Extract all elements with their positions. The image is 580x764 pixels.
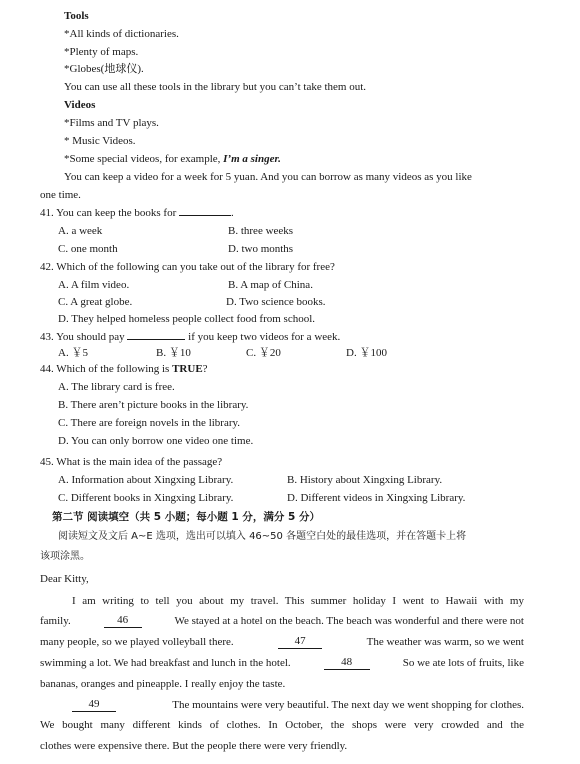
question-44-stem bbox=[40, 362, 208, 376]
letter-p1-line2-start: family. bbox=[40, 615, 71, 627]
question-44-option-a: A. The library card is free. bbox=[58, 381, 175, 393]
question-41-option-d: D. two months bbox=[228, 243, 294, 255]
question-43-option-a: A. ￥5 bbox=[58, 347, 88, 359]
question-43-option-c: C. ￥20 bbox=[246, 347, 281, 359]
tools-item-maps: *Plenty of maps. bbox=[64, 46, 139, 58]
question-41-suffix: . bbox=[231, 207, 234, 219]
letter-p1-line3-start: many people, so we played volleyball there. bbox=[40, 636, 234, 648]
videos-heading: Videos bbox=[64, 99, 96, 111]
question-43-suffix: if you keep two videos for a week. bbox=[185, 331, 341, 343]
question-42-option-d: D. Two science books. bbox=[226, 296, 326, 308]
question-43-stem bbox=[40, 330, 340, 344]
question-43-option-d: D. ￥100 bbox=[346, 347, 387, 359]
letter-p2-line1-end: The mountains were very beautiful. The next day we went shopping for clothes. bbox=[172, 699, 524, 711]
letter-p1-line5: bananas, oranges and pineapple. I really enjoy the taste. bbox=[40, 678, 286, 690]
tools-note: You can use all these tools in the library but you can’t take them out. bbox=[64, 81, 367, 93]
question-41-option-b: B. three weeks bbox=[228, 225, 294, 237]
question-43-blank bbox=[127, 339, 185, 340]
question-41-stem bbox=[40, 206, 234, 220]
tools-item-dictionaries: *All kinds of dictionaries. bbox=[64, 28, 179, 40]
question-44-option-d: D. You can only borrow one video one time. bbox=[58, 435, 254, 447]
letter-p1-line2 bbox=[40, 614, 524, 628]
letter-p2-line1 bbox=[72, 698, 524, 712]
question-44-prefix: 44. Which of the following is bbox=[40, 363, 173, 375]
question-42-option-b: B. A map of China. bbox=[228, 279, 313, 291]
question-41-option-a: A. a week bbox=[58, 225, 103, 237]
letter-p1-line4-start: swimming a lot. We had breakfast and lunch in the hotel. bbox=[40, 657, 291, 669]
videos-item-films: *Films and TV plays. bbox=[64, 117, 159, 129]
question-45-option-b: B. History about Xingxing Library. bbox=[287, 474, 443, 486]
letter-p1-line3-end: The weather was warm, so we went bbox=[366, 636, 524, 648]
videos-special-prefix: *Some special videos, for example, bbox=[64, 153, 224, 165]
question-43-option-b: B. ￥10 bbox=[156, 347, 191, 359]
section-2-instructions-line1: 阅读短文及文后 A~E 选项，选出可以填入 46~50 各题空白处的最佳选项，并在答题卡上将 bbox=[58, 531, 467, 542]
question-45-option-d: D. Different videos in Xingxing Library. bbox=[287, 492, 466, 504]
question-41-prefix: 41. You can keep the books for bbox=[40, 207, 180, 219]
videos-note-line2: one time. bbox=[40, 189, 81, 201]
tools-item-globes: *Globes(地球仪). bbox=[64, 63, 144, 75]
question-42-option-a: A. A film video. bbox=[58, 279, 130, 291]
question-42-option-d2: D. They helped homeless people collect food from school. bbox=[58, 313, 316, 325]
letter-p2-line3: clothes were expensive there. But the people there were very friendly. bbox=[40, 740, 348, 752]
videos-special-title: I’m a singer. bbox=[223, 153, 281, 165]
blank-48: 48 bbox=[324, 656, 370, 670]
letter-p1-line2-end: We stayed at a hotel on the beach. The beach was wonderful and there were not bbox=[174, 615, 524, 627]
videos-note-line1: You can keep a video for a week for 5 yuan. And you can borrow as many videos as you like bbox=[64, 171, 472, 183]
blank-47: 47 bbox=[278, 635, 322, 649]
letter-p1-line3 bbox=[40, 635, 524, 649]
question-44-option-b: B. There aren’t picture books in the library. bbox=[58, 399, 249, 411]
question-42-stem: 42. Which of the following can you take out of the library for free? bbox=[40, 261, 335, 273]
question-45-option-c: C. Different books in Xingxing Library. bbox=[58, 492, 234, 504]
question-41-blank bbox=[179, 215, 231, 216]
videos-item-music: * Music Videos. bbox=[64, 135, 136, 147]
question-45-option-a: A. Information about Xingxing Library. bbox=[58, 474, 234, 486]
question-43-prefix: 43. You should pay bbox=[40, 331, 128, 343]
tools-heading: Tools bbox=[64, 10, 89, 22]
letter-greeting: Dear Kitty, bbox=[40, 573, 89, 585]
question-42-option-c: C. A great globe. bbox=[58, 296, 133, 308]
videos-item-special bbox=[64, 152, 281, 166]
letter-p2-line2: We bought many different kinds of clothes. In October, the shops were very crowded and the bbox=[40, 719, 524, 731]
blank-46: 46 bbox=[104, 614, 142, 628]
section-2-title: 第二节 阅读填空（共 5 小题；每小题 1 分，满分 5 分） bbox=[52, 511, 321, 523]
letter-p1-line4 bbox=[40, 656, 524, 670]
blank-49: 49 bbox=[72, 698, 116, 712]
question-41-option-c: C. one month bbox=[58, 243, 118, 255]
question-45-stem: 45. What is the main idea of the passage? bbox=[40, 456, 223, 468]
question-44-bold: TRUE bbox=[172, 363, 203, 375]
letter-p1-line4-end: So we ate lots of fruits, like bbox=[402, 657, 524, 669]
question-44-option-c: C. There are foreign novels in the library. bbox=[58, 417, 241, 429]
section-2-instructions-line2: 该项涂黑。 bbox=[40, 551, 90, 562]
letter-p1-line1: I am writing to tell you about my travel. This summer holiday I went to Hawaii with my bbox=[72, 595, 524, 607]
question-44-suffix: ? bbox=[202, 363, 208, 375]
